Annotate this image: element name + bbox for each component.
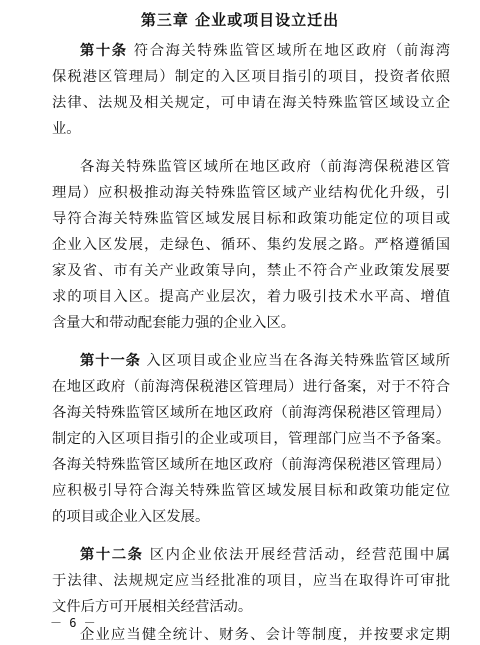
paragraph-2-line-2: 理局）应积极推动海关特殊监管区域产业结构优化升级，引 (52, 185, 450, 201)
article-11-line-3: 各海关特殊监管区域所在地区政府（前海湾保税港区管理局） (52, 405, 450, 421)
article-10-label: 第十条 (80, 43, 128, 59)
paragraph-2-line-4: 企业入区发展，走绿色、循环、集约发展之路。严格遵循国 (52, 237, 450, 253)
article-11-line-6: 应积极引导符合海关特殊监管区域发展目标和政策功能定位 (52, 483, 450, 499)
paragraph-2-line-1: 各海关特殊监管区域所在地区政府（前海湾保税港区管 (80, 159, 450, 175)
article-11-line-7: 的项目或企业入区发展。 (52, 509, 210, 525)
article-11-line-5: 各海关特殊监管区域所在地区政府（前海湾保税港区管理局） (52, 457, 450, 473)
article-10-line-2: 保税港区管理局）制定的入区项目指引的项目，投资者依照 (52, 69, 450, 85)
article-12-line-3: 文件后方可开展相关经营活动。 (52, 599, 253, 615)
article-11-line-2: 在地区政府（前海湾保税港区管理局）进行备案，对于不符合 (52, 379, 450, 395)
paragraph-2-line-7: 含量大和带动配套能力强的企业入区。 (52, 315, 296, 331)
article-10-line-3: 法律、法规及相关规定，可申请在海关特殊监管区域设立企 (52, 95, 450, 111)
chapter-title: 第三章 企业或项目设立迁出 (140, 11, 340, 29)
article-10-line-1: 第十条 符合海关特殊监管区域所在地区政府（前海湾 (80, 43, 450, 59)
article-12-line-2: 于法律、法规规定应当经批准的项目，应当在取得许可审批 (52, 573, 450, 589)
article-10-line-4: 业。 (52, 121, 81, 137)
article-11-line-4: 制定的入区项目指引的企业或项目，管理部门应当不予备案。 (52, 431, 450, 447)
paragraph-2-line-3: 导符合海关特殊监管区域发展目标和政策功能定位的项目或 (52, 211, 450, 227)
paragraph-2-line-6: 求的项目入区。提高产业层次，着力吸引技术水平高、增值 (52, 289, 450, 305)
article-11-line-1: 第十一条 入区项目或企业应当在各海关特殊监管区域所 (80, 353, 451, 369)
article-11-label: 第十一条 (80, 353, 141, 369)
article-12-label: 第十二条 (80, 547, 144, 563)
paragraph-last-line-1: 企业应当健全统计、财务、会计等制度，并按要求定期 (80, 627, 450, 643)
article-12-line-1: 第十二条 区内企业依法开展经营活动，经营范围中属 (80, 547, 451, 563)
paragraph-2-line-5: 家及省、市有关产业政策导向，禁止不符合产业政策发展要 (52, 263, 450, 279)
page-number: － 6 － (50, 616, 96, 630)
